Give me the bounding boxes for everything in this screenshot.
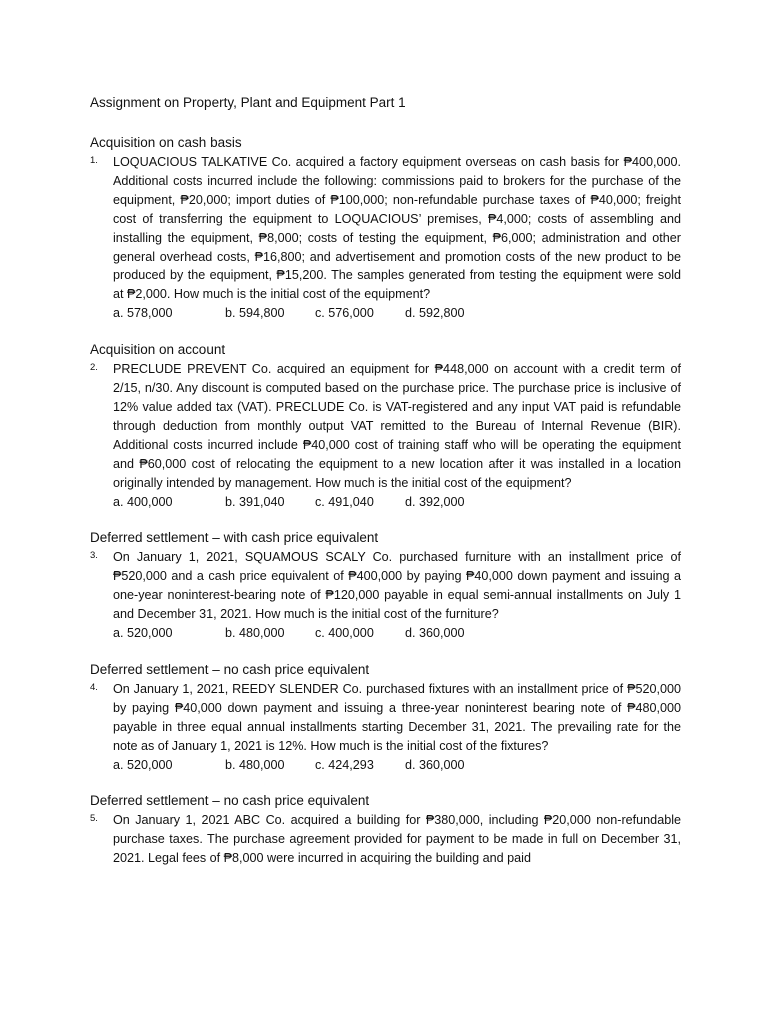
choice-c: c. 491,040 <box>315 494 374 509</box>
section-heading: Deferred settlement – no cash price equivalent <box>90 793 370 809</box>
choice-d: d. 392,000 <box>405 494 465 509</box>
choice-b: b. 391,040 <box>225 494 285 509</box>
question-text: On January 1, 2021, SQUAMOUS SCALY Co. purchased furniture with an installment price of ₱520,000 and a cash price equivalent of ₱400,000 by paying ₱40,000 down payment and issuing a one-year noninterest-bearing note of ₱120,000 payable in equal semi-annual installments on July 1 and December 31, 2021. How much is the initial cost of the furniture? <box>113 550 681 622</box>
question-item <box>90 548 681 643</box>
choice-a: a. 520,000 <box>113 626 173 641</box>
question-item <box>90 811 681 868</box>
question-number: 4. <box>90 681 98 693</box>
section-4 <box>90 661 681 775</box>
answer-choices <box>113 756 681 775</box>
choice-d: d. 592,800 <box>405 306 465 321</box>
question-text: On January 1, 2021 ABC Co. acquired a building for ₱380,000, including ₱20,000 non-refundable purchase taxes. The purchase agreement provided for payment to be made in full on December 31, 2021. Legal fees of ₱8,000 were incurred in acquiring the building and paid <box>113 813 681 866</box>
choice-c: c. 424,293 <box>315 757 374 772</box>
choice-d: d. 360,000 <box>405 757 465 772</box>
choice-a: a. 400,000 <box>113 494 173 509</box>
question-number: 5. <box>90 813 98 825</box>
section-heading: Deferred settlement – with cash price equivalent <box>90 530 379 546</box>
question-item <box>90 360 681 511</box>
document-title: Assignment on Property, Plant and Equipment Part 1 <box>90 95 406 110</box>
choice-b: b. 480,000 <box>225 757 285 772</box>
choice-a: a. 520,000 <box>113 757 173 772</box>
question-number: 1. <box>90 155 98 166</box>
choice-b: b. 594,800 <box>225 306 285 321</box>
question-text: On January 1, 2021, REEDY SLENDER Co. purchased fixtures with an installment price of ₱520,000 by paying ₱40,000 down payment and issuing a three-year noninterest bearing note of ₱480,000 payable in three equal annual installments starting December 31, 2021. The prevailing rate for the note as of January 1, 2021 is 12%. How much is the initial cost of the fixtures? <box>113 681 681 753</box>
section-5 <box>90 792 681 868</box>
section-3 <box>90 529 681 643</box>
choice-b: b. 480,000 <box>225 626 285 641</box>
section-heading: Acquisition on cash basis <box>90 135 242 150</box>
choice-a: a. 578,000 <box>113 306 173 321</box>
answer-choices <box>113 304 681 323</box>
section-heading: Deferred settlement – no cash price equivalent <box>90 661 370 677</box>
section-1 <box>90 134 681 323</box>
question-number: 2. <box>90 362 98 374</box>
choice-c: c. 576,000 <box>315 306 374 321</box>
question-number: 3. <box>90 550 98 562</box>
choice-d: d. 360,000 <box>405 626 465 641</box>
question-text: LOQUACIOUS TALKATIVE Co. acquired a factory equipment overseas on cash basis for ₱400,000. Additional costs incurred include the following: commissions paid to brokers for the purchase of the equipment, ₱20,000; import duties of ₱100,000; non-refundable purchase taxes of ₱40,000; freight cost of transferring the equipment to LOQUACIOUS’ premises, ₱4,000; costs of assembling and installing the equipment, ₱8,000; costs of testing the equipment, ₱6,000; administration and other general overhead costs, ₱16,800; and advertisement and promotion costs of the new product to be produced by the equipment, ₱15,200. The samples generated from testing the equipment were sold at ₱2,000. How much is the initial cost of the equipment? <box>113 155 681 302</box>
section-heading: Acquisition on account <box>90 342 226 358</box>
question-item <box>90 680 681 775</box>
section-2 <box>90 341 681 511</box>
answer-choices <box>113 624 681 643</box>
choice-c: c. 400,000 <box>315 626 374 641</box>
answer-choices <box>113 493 681 512</box>
question-item <box>90 153 681 323</box>
question-text: PRECLUDE PREVENT Co. acquired an equipment for ₱448,000 on account with a credit term of 2/15, n/30. Any discount is computed based on the purchase price. The purchase price is inclusive of 12% value added tax (VAT). PRECLUDE Co. is VAT-registered and any input VAT paid is refundable through deduction from monthly output VAT remitted to the Bureau of Internal Revenue (BIR). Additional costs incurred include ₱40,000 cost of training staff who will be operating the equipment and ₱60,000 cost of relocating the equipment to a new location after it was installed in a location originally intended by management. How much is the initial cost of the equipment? <box>113 362 681 490</box>
